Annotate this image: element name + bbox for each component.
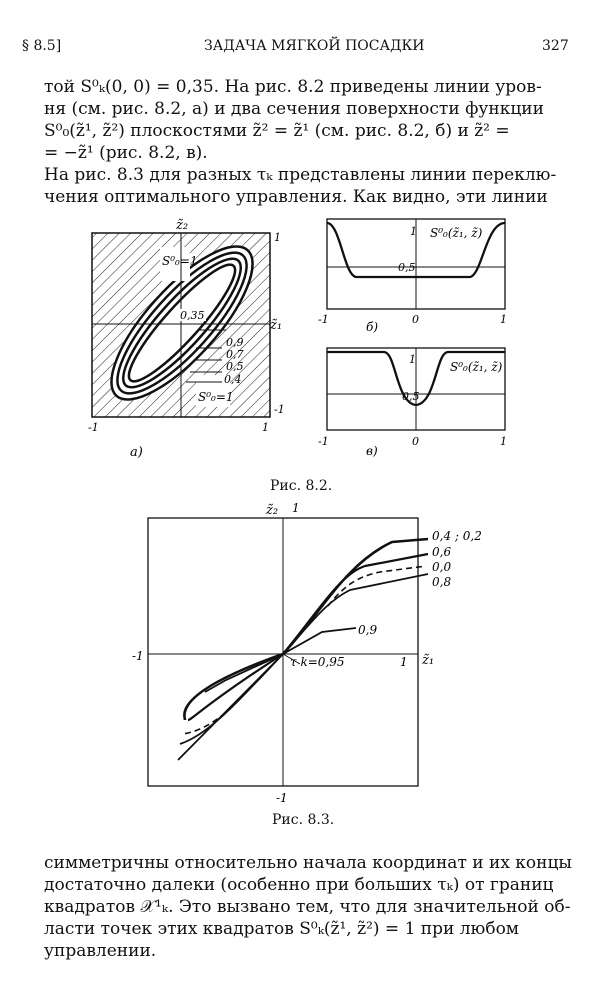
text-line: На рис. 8.3 для разных τₖ представлены линии переклю- bbox=[44, 165, 557, 185]
curve-label: 0,9 bbox=[358, 623, 378, 637]
tick-x-pos: 1 bbox=[400, 655, 408, 669]
axis-y-label: z̃₂ bbox=[266, 503, 279, 518]
panel-b-function-label: S⁰₀(z̃₁, z̃) bbox=[430, 226, 483, 240]
figure-8-3 bbox=[0, 494, 607, 814]
panel-a-s-top-label: S⁰₀=1 bbox=[162, 254, 198, 268]
text-line: той S⁰ₖ(0, 0) = 0,35. На рис. 8.2 приведены линии уров- bbox=[44, 77, 542, 97]
panel-c-x-tick: -1 bbox=[318, 435, 329, 448]
text-line: S⁰₀(z̃¹, z̃²) плоскостями z̃² = z̃¹ (см. рис. 8.2, б) и z̃² = bbox=[44, 121, 510, 141]
section-number: § 8.5] bbox=[22, 38, 62, 54]
paragraph-2 bbox=[44, 164, 564, 208]
panel-a-level-label: 0,4 bbox=[224, 373, 242, 386]
curve-label: 0,4 ; 0,2 bbox=[432, 529, 482, 543]
panel-a-tick: -1 bbox=[88, 421, 99, 434]
text-line: ня (см. рис. 8.2, а) и два сечения поверхности функции bbox=[44, 99, 544, 119]
panel-b-x-tick: 0 bbox=[412, 313, 419, 326]
tick-x-neg: -1 bbox=[132, 649, 144, 663]
panel-a-level-label: 0,5 bbox=[226, 360, 244, 373]
panel-a-tick: 1 bbox=[262, 421, 269, 434]
paragraph-3 bbox=[44, 852, 572, 962]
text-line: чения оптимального управления. Как видно, эти линии bbox=[44, 187, 548, 207]
panel-a-level-label: 0,9 bbox=[226, 336, 244, 349]
tau-label: τ k=0,95 bbox=[290, 655, 345, 669]
panel-a-axis-x-label: z̃₁ bbox=[270, 318, 283, 333]
text-line: квадратов 𝒳¹ₖ. Это вызвано тем, что для значительной об- bbox=[44, 897, 571, 917]
panel-c-y-tick: 0,5 bbox=[402, 390, 420, 403]
panel-b-y-tick: 0,5 bbox=[398, 261, 416, 274]
curve-label: 0,0 bbox=[432, 560, 452, 574]
text-line: = −z̃¹ (рис. 8.2, в). bbox=[44, 143, 208, 163]
curve-label: 0,8 bbox=[432, 575, 452, 589]
running-title: ЗАДАЧА МЯГКОЙ ПОСАДКИ bbox=[204, 38, 425, 54]
axis-x-label: z̃₁ bbox=[422, 653, 435, 668]
panel-b-x-tick: 1 bbox=[500, 313, 507, 326]
figure-8-2 bbox=[0, 205, 607, 490]
figure-8-2-caption: Рис. 8.2. bbox=[270, 478, 333, 494]
panel-c-function-label: S⁰₀(z̃₁, z̃) bbox=[450, 360, 503, 374]
text-line: ласти точек этих квадратов S⁰ₖ(z̃¹, z̃²) = 1 при любом bbox=[44, 919, 520, 939]
tick-y-bottom: -1 bbox=[276, 791, 288, 805]
panel-b-y-tick: 1 bbox=[410, 225, 417, 238]
panel-a-tick: 1 bbox=[274, 231, 281, 244]
panel-c-y-tick: 1 bbox=[409, 353, 416, 366]
panel-a-label: а) bbox=[130, 445, 143, 460]
figure-8-3-caption: Рис. 8.3. bbox=[272, 812, 335, 828]
paragraph-1 bbox=[44, 76, 564, 164]
panel-c-label: в) bbox=[366, 444, 378, 458]
panel-a-level-label: 0,7 bbox=[226, 348, 244, 361]
tick-y-top: 1 bbox=[292, 501, 300, 515]
page-number: 327 bbox=[542, 38, 569, 54]
panel-b-x-tick: -1 bbox=[318, 313, 329, 326]
text-line: управлении. bbox=[44, 941, 157, 961]
panel-b-label: б) bbox=[366, 320, 379, 334]
panel-a-center-value: 0,35 bbox=[180, 309, 205, 322]
panel-a-tick: -1 bbox=[274, 403, 285, 416]
curve-label: 0,6 bbox=[432, 545, 452, 559]
panel-a-axis-y-label: z̃₂ bbox=[176, 218, 189, 233]
panel-a-s-bottom-label: S⁰₀=1 bbox=[198, 390, 234, 404]
text-line: достаточно далеки (особенно при больших τₖ) от границ bbox=[44, 875, 554, 895]
text-line: симметричны относительно начала координат и их концы bbox=[44, 853, 572, 873]
switching-lines-plot bbox=[148, 518, 428, 786]
panel-c-x-tick: 0 bbox=[412, 435, 419, 448]
panel-c-x-tick: 1 bbox=[500, 435, 507, 448]
